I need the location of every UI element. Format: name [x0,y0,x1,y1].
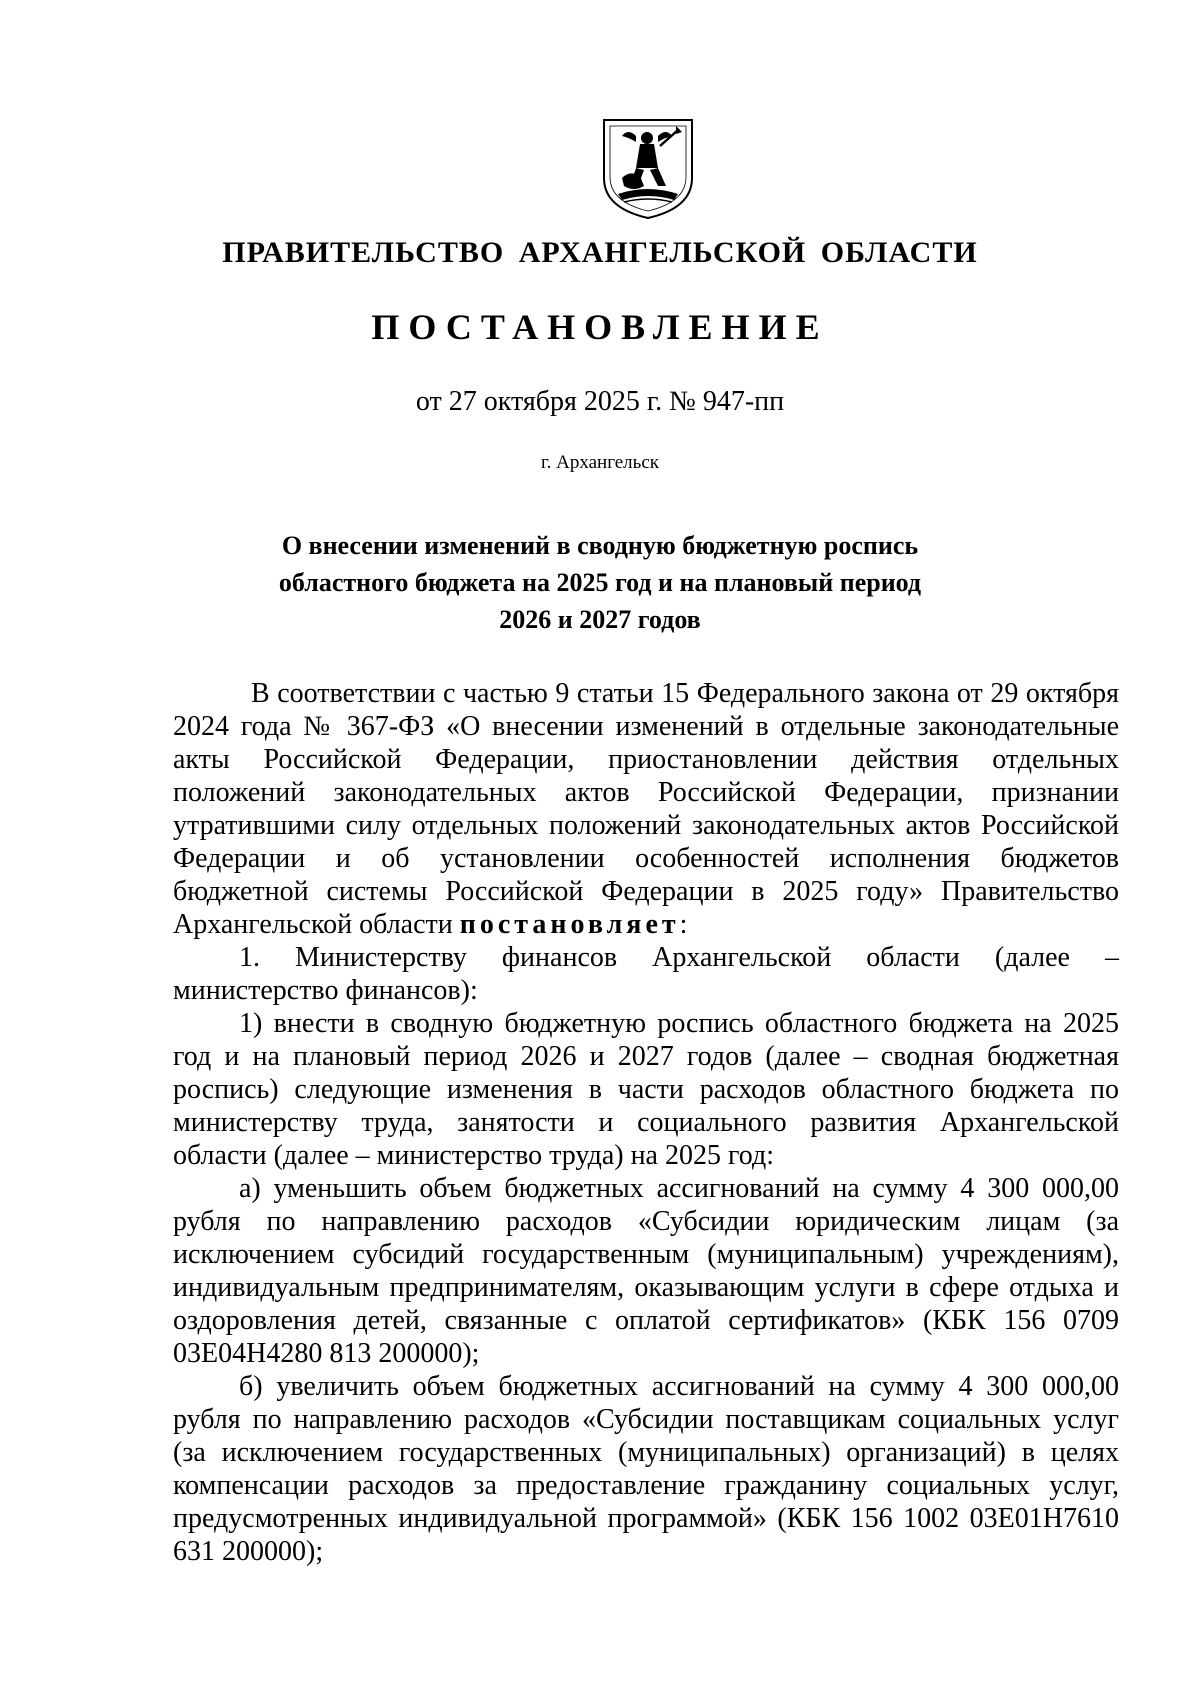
resolves-colon: : [679,909,688,940]
date-and-number: от 27 октября 2025 г. № 947-пп [415,386,785,417]
organization-name: ПРАВИТЕЛЬСТВО АРХАНГЕЛЬСКОЙ ОБЛАСТИ [222,236,978,269]
title-line-1: О внесении изменений в сводную бюджетную роспись [281,531,919,560]
title-line-2: областного бюджета на 2025 год и на плановый период [278,568,922,597]
coat-of-arms-emblem [600,116,696,220]
title-line-3: 2026 и 2027 годов [499,605,701,634]
preamble-paragraph [173,677,1119,941]
item-a-paragraph: а) уменьшить объем бюджетных ассигнований на сумму 4 300 000,00 рубля по направлению расходов «Субсидии юридическим лицам (за исключением субсидий государственным (муниципальным) учреждениям), индивидуальным предпринимателям, оказывающим услуги в сфере отдыха и оздоровления детей, связанные с оплатой сертификатов» (КБК 156 0709 03Е04Н4280 813 200000); [173,1173,1119,1369]
city-name: г. Архангельск [540,452,659,473]
preamble-text: В соответствии с частью 9 статьи 15 Федерального закона от 29 октября 2024 года № 367-ФЗ «О внесении изменений в отдельные законодательные акты Российской Федерации, приостановлении действия отдельных положений законодательных актов Российской Федерации, признании утратившими силу отдельных положений законодательных актов Российской Федерации и об установлении особенностей исполнения бюджетов бюджетной системы Российской Федерации в 2025 году» Правительство Архангельской области [173,678,1119,940]
item-b-paragraph: б) увеличить объем бюджетных ассигнований на сумму 4 300 000,00 рубля по направлению расходов «Субсидии поставщикам социальных услуг (за исключением государственных (муниципальных) организаций) в целях компенсации расходов за предоставление гражданину социальных услуг, предусмотренных индивидуальной программой» (КБК 156 1002 03Е01Н7610 631 200000); [173,1371,1119,1567]
item-1-paragraph: 1. Министерству финансов Архангельской области (далее – министерство финансов): [173,942,1119,1006]
resolves-word: постановляет [459,909,680,940]
item-1-1-paragraph: 1) внести в сводную бюджетную роспись областного бюджета на 2025 год и на плановый период 2026 и 2027 годов (далее – сводная бюджетная роспись) следующие изменения в части расходов областного бюджета по министерству труда, занятости и социального развития Архангельской области (далее – министерство труда) на 2025 год: [173,1008,1119,1171]
document-title [0,527,1200,638]
document-body [173,677,1119,1568]
document-type: ПОСТАНОВЛЕНИЕ [371,307,829,347]
